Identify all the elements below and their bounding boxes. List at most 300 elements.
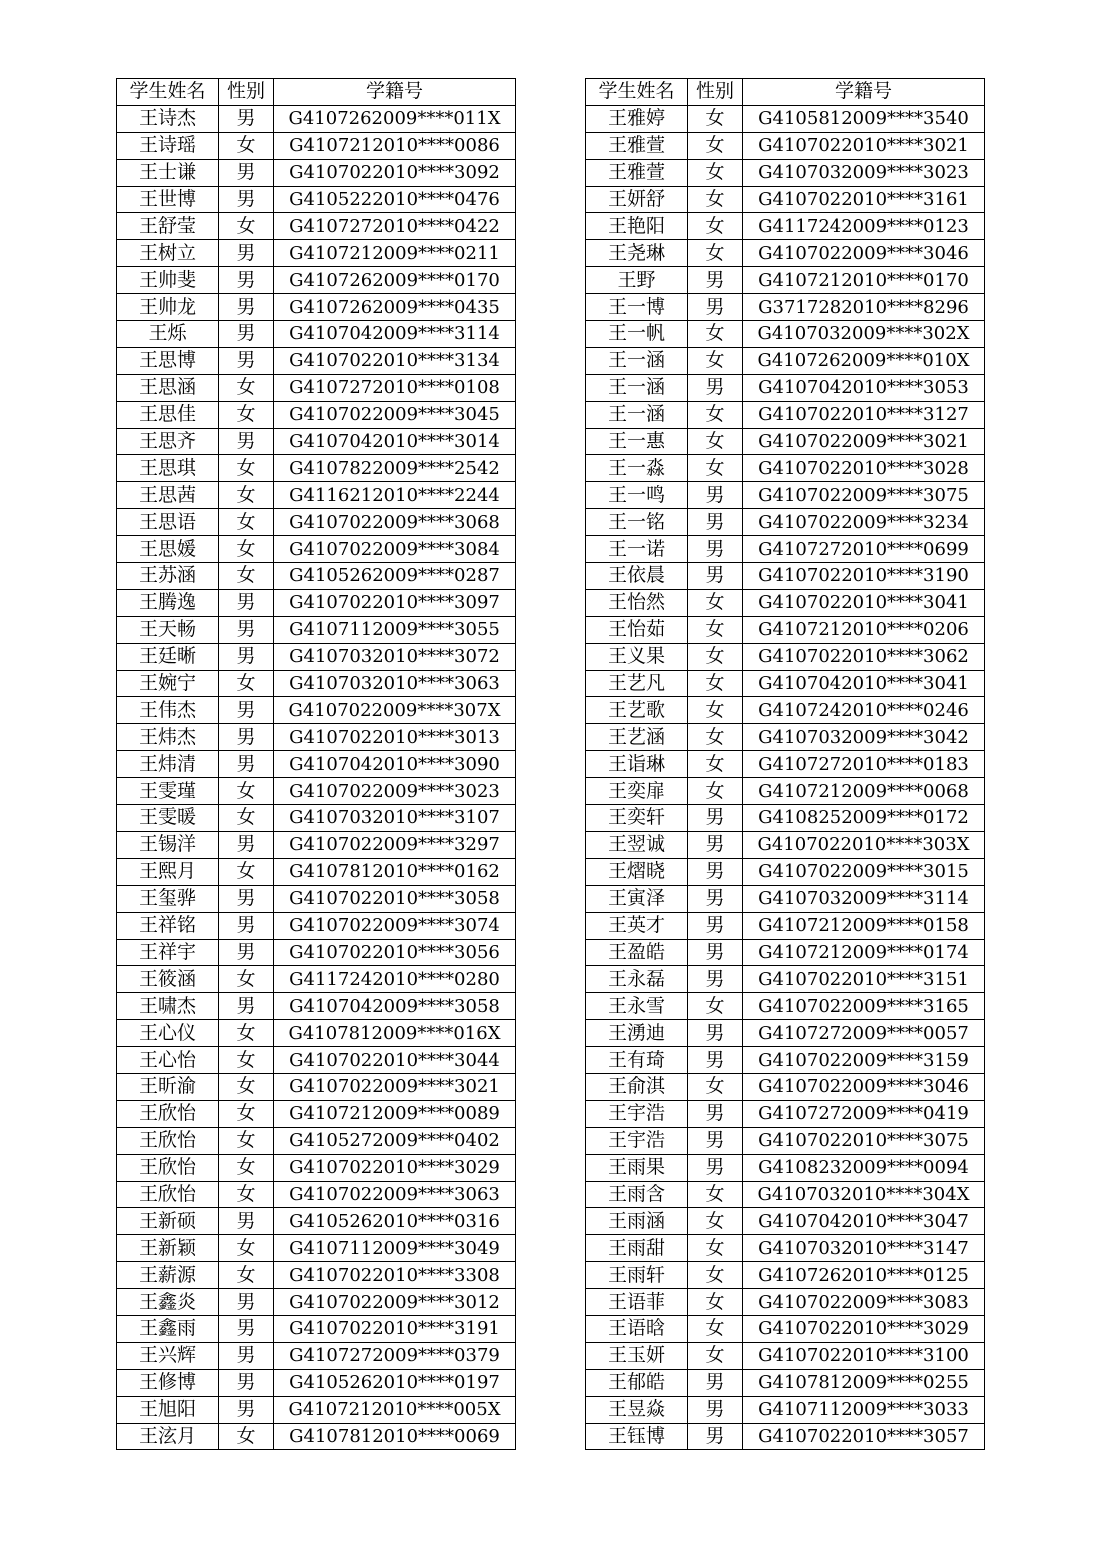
gender-cell: 女: [688, 1262, 743, 1289]
table-row: [117, 509, 516, 536]
student-name-cell: 王一帆: [586, 321, 688, 348]
table-row: [117, 428, 516, 455]
gender-cell: 男: [219, 428, 274, 455]
gender-cell: 女: [219, 858, 274, 885]
table-row: [117, 724, 516, 751]
student-name-cell: 王一博: [586, 294, 688, 321]
student-id-cell: G4107042010****3047: [743, 1208, 985, 1235]
student-name-cell: 王雯瑾: [117, 778, 219, 805]
table-row: [117, 536, 516, 563]
student-id-cell: G4107212009****0211: [274, 240, 516, 267]
gender-cell: 男: [688, 1127, 743, 1154]
student-id-cell: G4105222010****0476: [274, 186, 516, 213]
table-row: [586, 536, 985, 563]
table-row: [586, 1396, 985, 1423]
student-name-cell: 王一铭: [586, 509, 688, 536]
table-row: [117, 1181, 516, 1208]
student-id-cell: G4107022010****3056: [274, 939, 516, 966]
student-id-cell: G4107022010****3075: [743, 1127, 985, 1154]
gender-cell: 男: [688, 912, 743, 939]
student-name-cell: 王郁皓: [586, 1369, 688, 1396]
student-name-cell: 王一涵: [586, 401, 688, 428]
student-id-cell: G4107022010****3057: [743, 1423, 985, 1450]
student-id-cell: G4107022010****3029: [743, 1315, 985, 1342]
student-name-cell: 王语菲: [586, 1289, 688, 1316]
gender-cell: 男: [688, 1047, 743, 1074]
gender-cell: 男: [219, 643, 274, 670]
gender-cell: 女: [688, 993, 743, 1020]
student-id-cell: G4117242009****0123: [743, 213, 985, 240]
student-name-cell: 王诗瑶: [117, 132, 219, 159]
gender-cell: 女: [219, 670, 274, 697]
table-row: [117, 670, 516, 697]
gender-cell: 女: [688, 1315, 743, 1342]
student-name-cell: 王锡洋: [117, 831, 219, 858]
table-row: [586, 1073, 985, 1100]
header-name: 学生姓名: [117, 79, 219, 106]
table-row: [586, 939, 985, 966]
table-row: [586, 186, 985, 213]
gender-cell: 男: [219, 347, 274, 374]
student-id-cell: G4107022009****3023: [274, 778, 516, 805]
gender-cell: 男: [219, 1208, 274, 1235]
student-name-cell: 王一淼: [586, 455, 688, 482]
student-id-cell: G4107022009****307X: [274, 697, 516, 724]
student-id-cell: G4107812010****0069: [274, 1423, 516, 1450]
student-id-cell: G4107022010****3058: [274, 885, 516, 912]
gender-cell: 女: [688, 401, 743, 428]
table-row: [117, 1073, 516, 1100]
gender-cell: 男: [688, 482, 743, 509]
student-id-cell: G4107022010****303X: [743, 831, 985, 858]
student-id-cell: G4108232009****0094: [743, 1154, 985, 1181]
student-id-cell: G4107022010****3041: [743, 589, 985, 616]
student-id-cell: G4107242010****0246: [743, 697, 985, 724]
student-id-cell: G4107272009****0057: [743, 1020, 985, 1047]
gender-cell: 男: [219, 1315, 274, 1342]
student-name-cell: 王旭阳: [117, 1396, 219, 1423]
gender-cell: 男: [219, 105, 274, 132]
gender-cell: 男: [688, 563, 743, 590]
student-name-cell: 王野: [586, 267, 688, 294]
student-id-cell: G4107032009****302X: [743, 321, 985, 348]
table-row: [117, 1100, 516, 1127]
gender-cell: 男: [219, 1369, 274, 1396]
student-name-cell: 王义果: [586, 643, 688, 670]
table-row: [586, 1100, 985, 1127]
gender-cell: 男: [219, 912, 274, 939]
table-row: [117, 912, 516, 939]
student-id-cell: G4107022009****3084: [274, 536, 516, 563]
table-row: [586, 563, 985, 590]
student-name-cell: 王思涵: [117, 374, 219, 401]
gender-cell: 女: [219, 509, 274, 536]
gender-cell: 男: [688, 939, 743, 966]
student-name-cell: 王艺凡: [586, 670, 688, 697]
student-name-cell: 王钰博: [586, 1423, 688, 1450]
table-row: [117, 858, 516, 885]
student-name-cell: 王新硕: [117, 1208, 219, 1235]
student-name-cell: 王一鸣: [586, 482, 688, 509]
student-id-cell: G4107022009****3063: [274, 1181, 516, 1208]
table-row: [117, 589, 516, 616]
table-row: [586, 321, 985, 348]
student-name-cell: 王寅泽: [586, 885, 688, 912]
student-name-cell: 王一涵: [586, 347, 688, 374]
student-name-cell: 王雅萱: [586, 132, 688, 159]
header-gender: 性别: [219, 79, 274, 106]
student-id-cell: G4107022009****3068: [274, 509, 516, 536]
student-name-cell: 王湧迪: [586, 1020, 688, 1047]
table-row: [117, 213, 516, 240]
student-id-cell: G4107212009****0174: [743, 939, 985, 966]
gender-cell: 男: [219, 831, 274, 858]
student-name-cell: 王修博: [117, 1369, 219, 1396]
table-row: [586, 670, 985, 697]
table-row: [117, 1127, 516, 1154]
student-name-cell: 王伟杰: [117, 697, 219, 724]
table-row: [117, 455, 516, 482]
gender-cell: 男: [688, 966, 743, 993]
student-name-cell: 王薪源: [117, 1262, 219, 1289]
table-row: [586, 697, 985, 724]
gender-cell: 男: [219, 724, 274, 751]
student-name-cell: 王欣怡: [117, 1100, 219, 1127]
gender-cell: 男: [219, 186, 274, 213]
table-row: [586, 1020, 985, 1047]
gender-cell: 男: [688, 1423, 743, 1450]
gender-cell: 女: [688, 159, 743, 186]
student-id-cell: G4107812009****0255: [743, 1369, 985, 1396]
gender-cell: 男: [219, 616, 274, 643]
student-name-cell: 王一涵: [586, 374, 688, 401]
table-row: [586, 1315, 985, 1342]
gender-cell: 女: [688, 670, 743, 697]
table-row: [586, 751, 985, 778]
table-row: [117, 159, 516, 186]
gender-cell: 女: [688, 589, 743, 616]
student-id-cell: G4107822009****2542: [274, 455, 516, 482]
gender-cell: 女: [688, 186, 743, 213]
student-id-cell: G4107022009****3074: [274, 912, 516, 939]
gender-cell: 女: [688, 1208, 743, 1235]
table-row: [586, 240, 985, 267]
student-name-cell: 王树立: [117, 240, 219, 267]
student-name-cell: 王昕渝: [117, 1073, 219, 1100]
student-id-cell: G4107032010****304X: [743, 1181, 985, 1208]
student-name-cell: 王帅龙: [117, 294, 219, 321]
gender-cell: 女: [688, 213, 743, 240]
gender-cell: 女: [219, 374, 274, 401]
student-name-cell: 王玉妍: [586, 1342, 688, 1369]
student-id-cell: G4107022009****3165: [743, 993, 985, 1020]
student-id-cell: G4107262010****0125: [743, 1262, 985, 1289]
student-id-cell: G4117242010****0280: [274, 966, 516, 993]
header-id: 学籍号: [743, 79, 985, 106]
student-id-cell: G4105262010****0197: [274, 1369, 516, 1396]
gender-cell: 男: [688, 858, 743, 885]
table-row: [117, 1262, 516, 1289]
student-id-cell: G4107032009****3023: [743, 159, 985, 186]
student-id-cell: G4107272009****0379: [274, 1342, 516, 1369]
table-row: [586, 778, 985, 805]
gender-cell: 女: [688, 1073, 743, 1100]
gender-cell: 女: [219, 132, 274, 159]
gender-cell: 男: [219, 1396, 274, 1423]
student-name-cell: 王炜杰: [117, 724, 219, 751]
table-row: [117, 939, 516, 966]
student-id-cell: G4116212010****2244: [274, 482, 516, 509]
table-row: [117, 805, 516, 832]
student-name-cell: 王艺歌: [586, 697, 688, 724]
table-row: [586, 482, 985, 509]
gender-cell: 男: [219, 159, 274, 186]
student-id-cell: G4107022009****3021: [274, 1073, 516, 1100]
student-name-cell: 王玺骅: [117, 885, 219, 912]
table-row: [117, 751, 516, 778]
student-name-cell: 王苏涵: [117, 563, 219, 590]
table-row: [117, 885, 516, 912]
student-name-cell: 王宇浩: [586, 1100, 688, 1127]
table-row: [586, 885, 985, 912]
gender-cell: 女: [219, 401, 274, 428]
table-row: [586, 347, 985, 374]
student-id-cell: G4107022010****3134: [274, 347, 516, 374]
student-name-cell: 王祥铭: [117, 912, 219, 939]
gender-cell: 女: [219, 1073, 274, 1100]
student-id-cell: G4107212010****005X: [274, 1396, 516, 1423]
table-row: [117, 374, 516, 401]
student-name-cell: 王烁: [117, 321, 219, 348]
student-name-cell: 王奕扉: [586, 778, 688, 805]
student-id-cell: G4107022010****3062: [743, 643, 985, 670]
student-name-cell: 王思琪: [117, 455, 219, 482]
header-name: 学生姓名: [586, 79, 688, 106]
student-name-cell: 王帅斐: [117, 267, 219, 294]
table-row: [586, 912, 985, 939]
gender-cell: 女: [688, 321, 743, 348]
gender-cell: 男: [219, 589, 274, 616]
table-row: [117, 1208, 516, 1235]
student-id-cell: G4107042009****3114: [274, 321, 516, 348]
table-row: [117, 186, 516, 213]
gender-cell: 女: [688, 1235, 743, 1262]
gender-cell: 女: [219, 213, 274, 240]
table-row: [117, 1047, 516, 1074]
gender-cell: 女: [688, 105, 743, 132]
student-id-cell: G4107042010****3053: [743, 374, 985, 401]
student-name-cell: 王雨果: [586, 1154, 688, 1181]
student-id-cell: G4107022010****3092: [274, 159, 516, 186]
student-id-cell: G4107272009****0419: [743, 1100, 985, 1127]
student-id-cell: G4107022010****3044: [274, 1047, 516, 1074]
gender-cell: 男: [219, 751, 274, 778]
student-name-cell: 王艺涵: [586, 724, 688, 751]
table-row: [586, 1262, 985, 1289]
student-table-right: [585, 78, 985, 1450]
gender-cell: 女: [688, 778, 743, 805]
student-name-cell: 王依晨: [586, 563, 688, 590]
table-row: [117, 132, 516, 159]
table-row: [586, 401, 985, 428]
table-row: [117, 1369, 516, 1396]
table-row: [586, 858, 985, 885]
table-row: [586, 213, 985, 240]
student-id-cell: G4107022009****3046: [743, 240, 985, 267]
gender-cell: 男: [688, 885, 743, 912]
table-row: [117, 240, 516, 267]
student-id-cell: G4107022010****3190: [743, 563, 985, 590]
student-id-cell: G4107042009****3058: [274, 993, 516, 1020]
gender-cell: 男: [219, 939, 274, 966]
student-id-cell: G4107272010****0422: [274, 213, 516, 240]
student-name-cell: 王一诺: [586, 536, 688, 563]
header-row: [586, 79, 985, 106]
student-id-cell: G4107262009****010X: [743, 347, 985, 374]
student-name-cell: 王英才: [586, 912, 688, 939]
table-row: [117, 1315, 516, 1342]
table-row: [586, 509, 985, 536]
student-id-cell: G4107032010****3072: [274, 643, 516, 670]
gender-cell: 女: [219, 1047, 274, 1074]
student-name-cell: 王永磊: [586, 966, 688, 993]
table-row: [117, 966, 516, 993]
student-name-cell: 王尧琳: [586, 240, 688, 267]
student-id-cell: G4105262010****0316: [274, 1208, 516, 1235]
gender-cell: 女: [688, 724, 743, 751]
table-row: [586, 1208, 985, 1235]
table-row: [586, 589, 985, 616]
gender-cell: 女: [688, 1289, 743, 1316]
student-id-cell: G4107022010****3191: [274, 1315, 516, 1342]
student-name-cell: 王思语: [117, 509, 219, 536]
student-name-cell: 王诗杰: [117, 105, 219, 132]
student-name-cell: 王熠晓: [586, 858, 688, 885]
student-id-cell: G4107212009****0158: [743, 912, 985, 939]
table-row: [117, 347, 516, 374]
table-row: [117, 1020, 516, 1047]
student-id-cell: G4107022010****3013: [274, 724, 516, 751]
gender-cell: 女: [688, 132, 743, 159]
student-id-cell: G4107272010****0183: [743, 751, 985, 778]
student-id-cell: G4107022010****3029: [274, 1154, 516, 1181]
student-id-cell: G4107042010****3090: [274, 751, 516, 778]
gender-cell: 女: [219, 1154, 274, 1181]
table-row: [117, 831, 516, 858]
student-name-cell: 王雨甜: [586, 1235, 688, 1262]
student-id-cell: G4107112009****3049: [274, 1235, 516, 1262]
student-id-cell: G4107032009****3114: [743, 885, 985, 912]
gender-cell: 女: [219, 1235, 274, 1262]
gender-cell: 男: [688, 536, 743, 563]
table-row: [586, 616, 985, 643]
student-name-cell: 王思媛: [117, 536, 219, 563]
table-row: [117, 697, 516, 724]
gender-cell: 女: [688, 616, 743, 643]
student-id-cell: G4107262009****011X: [274, 105, 516, 132]
table-row: [586, 1369, 985, 1396]
table-row: [117, 401, 516, 428]
gender-cell: 女: [219, 1127, 274, 1154]
gender-cell: 女: [219, 1020, 274, 1047]
student-id-cell: G4107022009****3015: [743, 858, 985, 885]
student-name-cell: 王怡茹: [586, 616, 688, 643]
student-id-cell: G4107022009****3297: [274, 831, 516, 858]
student-name-cell: 王思佳: [117, 401, 219, 428]
gender-cell: 男: [688, 1020, 743, 1047]
student-id-cell: G4107212009****0068: [743, 778, 985, 805]
student-name-cell: 王雨轩: [586, 1262, 688, 1289]
gender-cell: 男: [688, 831, 743, 858]
student-name-cell: 王雨涵: [586, 1208, 688, 1235]
gender-cell: 男: [688, 1369, 743, 1396]
gender-cell: 男: [219, 240, 274, 267]
table-row: [586, 1127, 985, 1154]
student-id-cell: G3717282010****8296: [743, 294, 985, 321]
student-id-cell: G4107042010****3014: [274, 428, 516, 455]
table-row: [586, 1423, 985, 1450]
student-name-cell: 王士谦: [117, 159, 219, 186]
gender-cell: 女: [219, 1181, 274, 1208]
student-id-cell: G4107112009****3055: [274, 616, 516, 643]
table-row: [117, 105, 516, 132]
student-name-cell: 王心怡: [117, 1047, 219, 1074]
student-name-cell: 王兴辉: [117, 1342, 219, 1369]
student-name-cell: 王欣怡: [117, 1181, 219, 1208]
table-row: [117, 1396, 516, 1423]
header-gender: 性别: [688, 79, 743, 106]
gender-cell: 男: [688, 509, 743, 536]
student-id-cell: G4107022010****3127: [743, 401, 985, 428]
student-name-cell: 王翌诚: [586, 831, 688, 858]
student-id-cell: G4107032009****3042: [743, 724, 985, 751]
gender-cell: 男: [688, 294, 743, 321]
table-row: [586, 1342, 985, 1369]
student-id-cell: G4107212010****0206: [743, 616, 985, 643]
student-name-cell: 王雅萱: [586, 159, 688, 186]
gender-cell: 女: [219, 1100, 274, 1127]
table-row: [586, 724, 985, 751]
student-id-cell: G4107022010****3021: [743, 132, 985, 159]
student-id-cell: G4107022009****3083: [743, 1289, 985, 1316]
student-name-cell: 王妍舒: [586, 186, 688, 213]
student-id-cell: G4105272009****0402: [274, 1127, 516, 1154]
student-id-cell: G4107812009****016X: [274, 1020, 516, 1047]
header-row: [117, 79, 516, 106]
gender-cell: 女: [688, 428, 743, 455]
student-name-cell: 王艳阳: [586, 213, 688, 240]
gender-cell: 女: [688, 751, 743, 778]
student-name-cell: 王昱焱: [586, 1396, 688, 1423]
student-name-cell: 王熙月: [117, 858, 219, 885]
student-name-cell: 王世博: [117, 186, 219, 213]
table-row: [586, 1289, 985, 1316]
student-name-cell: 王雨含: [586, 1181, 688, 1208]
student-id-cell: G4107022009****3012: [274, 1289, 516, 1316]
table-row: [586, 455, 985, 482]
table-row: [586, 105, 985, 132]
student-id-cell: G4108252009****0172: [743, 805, 985, 832]
student-name-cell: 王怡然: [586, 589, 688, 616]
table-row: [117, 616, 516, 643]
student-id-cell: G4107022010****3151: [743, 966, 985, 993]
gender-cell: 女: [219, 778, 274, 805]
student-name-cell: 王思博: [117, 347, 219, 374]
table-row: [117, 643, 516, 670]
student-name-cell: 王啸杰: [117, 993, 219, 1020]
gender-cell: 男: [688, 805, 743, 832]
gender-cell: 女: [219, 536, 274, 563]
